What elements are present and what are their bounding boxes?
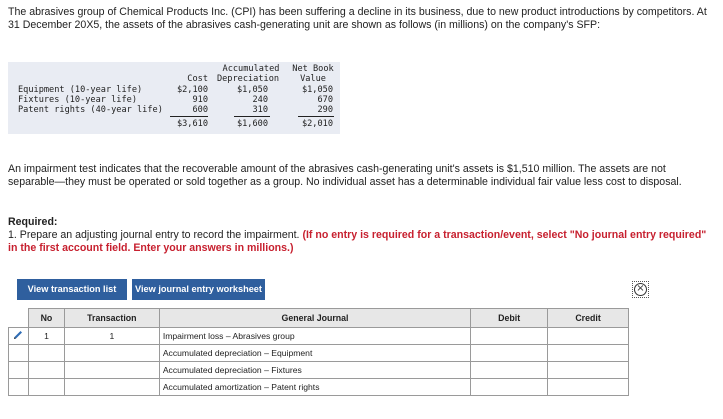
required-note: (If no entry is required for a transaction/event, select "No journal entry required" in the first account field. Enter your answers in millions.): [8, 229, 707, 254]
nbv-underline: [298, 116, 334, 117]
row-transaction: [64, 379, 159, 396]
row-transaction: [64, 362, 159, 379]
debit-cell[interactable]: [471, 345, 548, 362]
total-cost: $3,610: [176, 119, 208, 129]
account-cell[interactable]: Accumulated amortization – Patent rights: [159, 379, 470, 396]
header-edit-col: [9, 309, 29, 328]
row-equipment-accum: $1,050: [236, 85, 268, 95]
table-row: [9, 345, 629, 362]
edit-cell: [9, 345, 29, 362]
credit-cell[interactable]: [548, 362, 629, 379]
header-nbv-line2: Value: [300, 74, 326, 84]
table-row: [9, 362, 629, 379]
row-equipment-nbv: $1,050: [301, 85, 333, 95]
debit-cell[interactable]: [471, 379, 548, 396]
table-row: [9, 379, 629, 396]
row-no: [28, 379, 64, 396]
total-accum: $1,600: [236, 119, 268, 129]
row-patent-accum: 310: [252, 105, 268, 115]
header-accumulated-line2: Depreciation: [216, 74, 280, 84]
row-patent-label: Patent rights (40-year life): [18, 105, 163, 115]
edit-cell: [9, 379, 29, 396]
credit-cell[interactable]: [548, 345, 629, 362]
journal-header-row: [9, 309, 629, 328]
header-accumulated-line1: Accumulated: [222, 64, 280, 74]
header-debit: Debit: [471, 309, 548, 328]
required-text: [8, 229, 714, 255]
row-patent-cost: 600: [192, 105, 208, 115]
header-cost: Cost: [187, 74, 208, 84]
row-no: 1: [28, 328, 64, 345]
credit-cell[interactable]: [548, 379, 629, 396]
accum-underline: [234, 116, 270, 117]
required-title: Required:: [8, 216, 58, 228]
row-equipment-label: Equipment (10-year life): [18, 85, 143, 95]
row-patent-nbv: 290: [317, 105, 333, 115]
row-transaction: [64, 345, 159, 362]
edit-cell: [9, 362, 29, 379]
close-button[interactable]: [632, 281, 649, 298]
row-fixtures-accum: 240: [252, 95, 268, 105]
debit-cell[interactable]: [471, 362, 548, 379]
required-instruction: 1. Prepare an adjusting journal entry to record the impairment.: [8, 229, 300, 241]
account-cell[interactable]: Accumulated depreciation – Fixtures: [159, 362, 470, 379]
row-transaction: 1: [64, 328, 159, 345]
view-transaction-list-button[interactable]: View transaction list: [17, 279, 127, 300]
header-general-journal: General Journal: [159, 309, 470, 328]
problem-intro: The abrasives group of Chemical Products Inc. (CPI) has been suffering a decline in its business, due to new product introductions by competitors. At 31 December 20X5, the assets of the abrasives cash-generating unit are shown as follows (in millions) on the company's SFP:: [8, 6, 707, 31]
header-transaction: Transaction: [64, 309, 159, 328]
debit-cell[interactable]: [471, 328, 548, 345]
journal-table: [8, 308, 629, 396]
total-nbv: $2,010: [301, 119, 333, 129]
cost-underline: [170, 116, 208, 117]
edit-cell[interactable]: [9, 328, 29, 345]
credit-cell[interactable]: [548, 328, 629, 345]
table-row: [9, 328, 629, 345]
header-nbv-line1: Net Book: [292, 64, 334, 74]
asset-table: [8, 62, 340, 134]
row-no: [28, 362, 64, 379]
view-journal-worksheet-button[interactable]: View journal entry worksheet: [132, 279, 265, 300]
header-no: No: [28, 309, 64, 328]
row-fixtures-nbv: 670: [317, 95, 333, 105]
row-fixtures-cost: 910: [192, 95, 208, 105]
account-cell[interactable]: Impairment loss – Abrasives group: [159, 328, 470, 345]
row-equipment-cost: $2,100: [176, 85, 208, 95]
row-no: [28, 345, 64, 362]
pencil-icon[interactable]: [12, 329, 24, 341]
row-fixtures-label: Fixtures (10-year life): [18, 95, 137, 105]
impairment-test-text: An impairment test indicates that the recoverable amount of the abrasives cash-generating unit's assets is $1,510 million. The assets are not separable—they must be operated or sold together as a group. No individual asset has a determinable individual fair value less cost to disposal.: [8, 163, 682, 188]
header-credit: Credit: [548, 309, 629, 328]
account-cell[interactable]: Accumulated depreciation – Equipment: [159, 345, 470, 362]
close-icon: ×: [634, 283, 647, 296]
